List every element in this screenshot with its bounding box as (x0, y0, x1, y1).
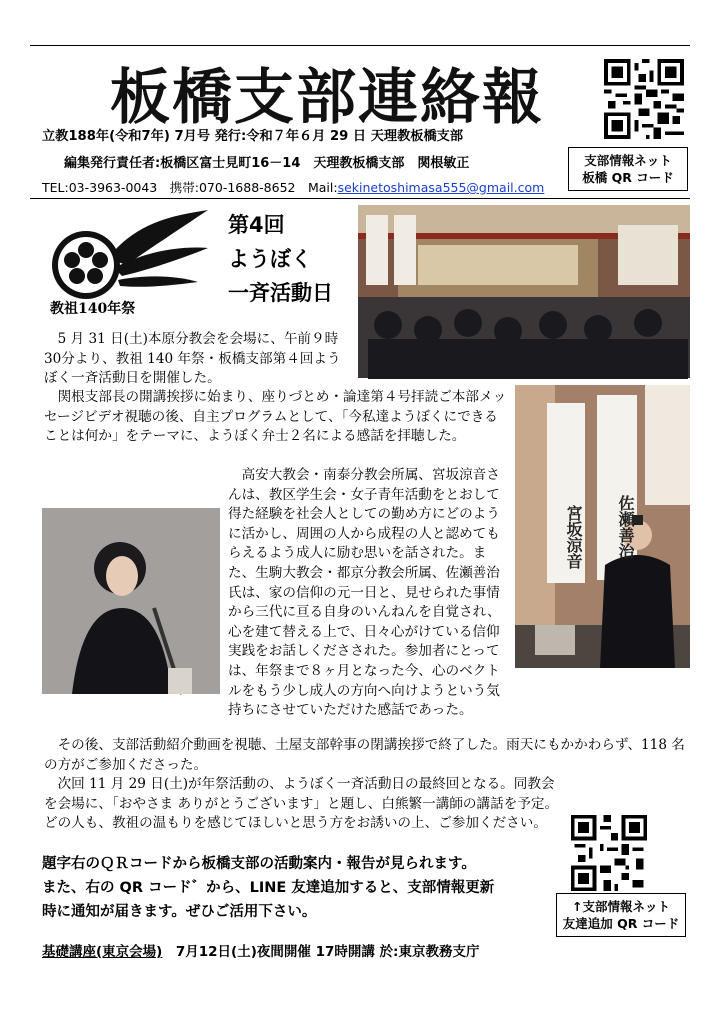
notice-line-3: 時に通知が届きます。ぜひご活用下さい。 (42, 904, 317, 920)
article-paragraph-2: 関根支部長の開講挨拶に始まり、座りづとめ・論達第４号拝読ご本部メッセージビデオ視聴の後、自主プログラムとして、「今私達ようぼくにできることは何か」をテーマに、ようぼく弁士２名による感話を拝聴した。 (44, 389, 507, 445)
course-detail: 7月12日(土)夜間開催 17時開講 於:東京教務支庁 (162, 944, 480, 960)
masthead-title: 板橋支部連絡報 (110, 63, 544, 133)
contact-line: TEL:03-3963-0043 携帯:070-1688-8652 Mail: (42, 180, 338, 195)
article-paragraph-1: 5 月 31 日(土)本原分教会を会場に、午前９時30分より、教祖 140 年祭・板橋支部第４回ようぼく一斉活動日を開催した。 (44, 331, 341, 387)
article-paragraph-3: 高安大教会・南泰分教会所属、宮坂涼音さんは、教区学生会・女子青年活動をとおして得た経験を社会人としての勤め方にどのように活かし、周囲の人から成程の人と認めてもらえるよう成人に励む思いを話された。また、生駒大教会・都京分教会所属、佐瀬善治氏は、家の信仰の元一日と、見せられた事情から三代に亘る自身のいんねんを自覚され、心を建て替える上で、日々心がけている信仰実践をお話しくださされた。参加者にとっては、年祭まで８ヶ月となった今、心のベクトルをもう少し成人の方向へ向けようという気持ちにさせていただけた感話であった。 (228, 467, 501, 719)
heading-line-3: 一斉活動日 (228, 281, 333, 305)
article-heading (228, 208, 333, 310)
email-link[interactable]: sekinetoshimasa555@gmail.com (337, 180, 545, 195)
qr-bottom-label-line1: ↑支部情報ネット (572, 899, 670, 914)
qr-code-bottom (570, 814, 648, 892)
editor-line: 編集発行責任者:板橋区富士見町16－14 天理教板橋支部 関根敏正 (64, 156, 470, 171)
article-paragraph-4: その後、支部活動紹介動画を視聴、土屋支部幹事の閉講挨拶で終了した。雨天にもかかわらず、118 名の方がご参加くださった。 (44, 737, 685, 773)
heading-line-1: 第4回 (228, 213, 285, 237)
header-rule (30, 198, 690, 199)
top-rule (30, 45, 690, 46)
notice-line-1: 題字右のＱＲコードから板橋支部の活動案内・報告が見られます。 (42, 856, 476, 872)
banner-miyasaka: 宮坂涼音 (564, 505, 583, 569)
photo-speaker-woman (42, 508, 220, 694)
banner-sase: 佐瀬善治 (616, 495, 635, 559)
course-line (42, 940, 479, 960)
qr-code-top (603, 58, 685, 140)
qr-top-label (568, 147, 688, 191)
notice (42, 852, 494, 924)
article-body-mid (44, 388, 510, 447)
qr-top-label-line2: 板橋 QR コード (582, 170, 674, 185)
logo-caption: 教祖140年祭 (50, 301, 136, 317)
heading-line-2: ようぼく (228, 247, 312, 271)
qr-top-label-line1: 支部情報ネット (584, 153, 672, 168)
ume-crest-icon (48, 210, 208, 300)
article-paragraph-5: 次回 11 月 29 日(土)が年祭活動の、ようぼく一斉活動日の最終回となる。同教会を会場に、「おやさま ありがとうございます」と題し、白熊繁一講師の講話を予定。どの人も、教祖の温もりを感じてほしいと思う方をお誘いの上、ご参加ください。 (44, 776, 559, 832)
anniversary-logo (48, 210, 208, 320)
course-title: 基礎講座(東京会場) (42, 944, 163, 960)
article-body-top (44, 330, 354, 389)
qr-bottom-label-line2: 友達追加 QR コード (562, 916, 680, 931)
issue-line: 立教188年(令和7年) 7月号 発行:令和７年６月 29 日 天理教板橋支部 (42, 129, 464, 144)
article-body-col (228, 466, 510, 719)
photo-speaker-man (515, 385, 690, 668)
notice-line-2: また、右の QR コード゛から、LINE 友達追加すると、支部情報更新 (42, 880, 495, 896)
qr-bottom-label (556, 893, 686, 937)
photo-hall (358, 205, 690, 378)
